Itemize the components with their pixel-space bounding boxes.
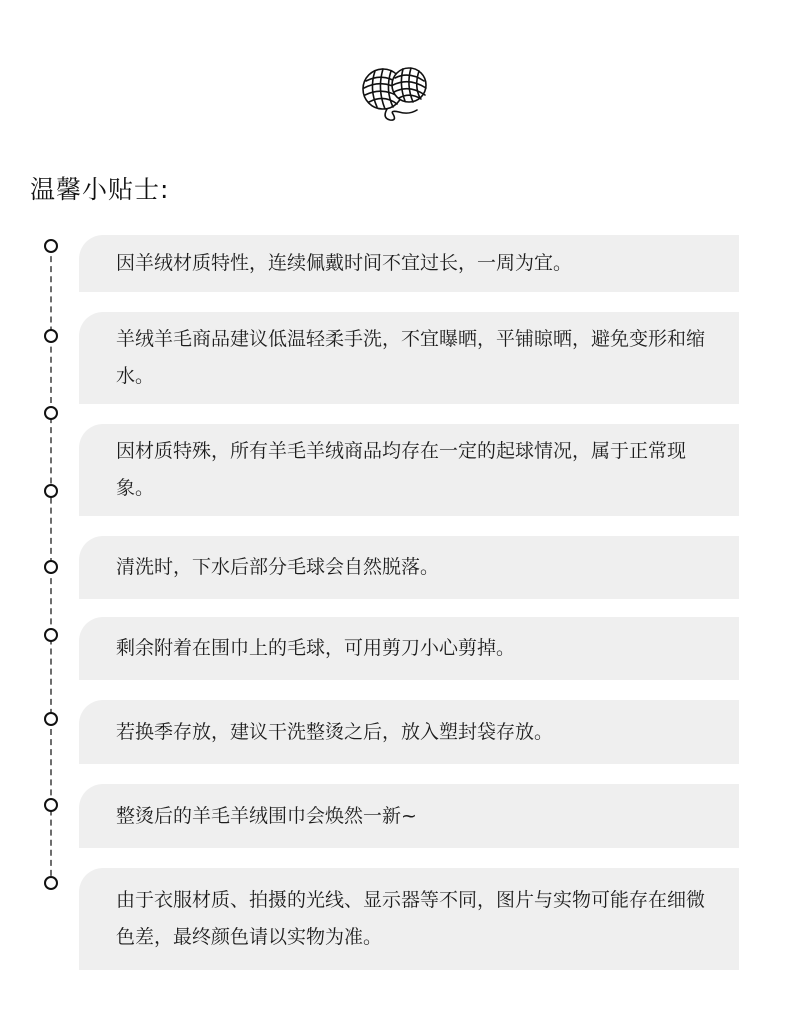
timeline-dot	[44, 329, 58, 343]
tip-card	[79, 536, 739, 599]
tip-text: 因羊绒材质特性，连续佩戴时间不宜过长，一周为宜。	[116, 252, 573, 274]
yarn-ball-icon	[357, 62, 433, 124]
timeline-dot	[44, 798, 58, 812]
timeline-dot	[44, 628, 58, 642]
tip-card	[79, 700, 739, 764]
tip-card	[79, 424, 739, 516]
tip-card	[79, 784, 739, 848]
timeline-dot	[44, 406, 58, 420]
timeline-dot	[44, 484, 58, 498]
timeline-dot	[44, 560, 58, 574]
tip-text: 整烫后的羊毛羊绒围巾会焕然一新~	[116, 804, 417, 827]
tip-text: 清洗时，下水后部分毛球会自然脱落。	[116, 556, 440, 578]
tip-text: 因材质特殊，所有羊毛羊绒商品均存在一定的起球情况，属于正常现象。	[116, 440, 687, 499]
tip-card	[79, 235, 739, 292]
page-title: 温馨小贴士:	[30, 175, 170, 204]
tip-card	[79, 868, 739, 970]
timeline-dot	[44, 876, 58, 890]
tip-card	[79, 312, 739, 404]
tip-text: 由于衣服材质、拍摄的光线、显示器等不同，图片与实物可能存在细微色差，最终颜色请以实物为准。	[116, 889, 706, 948]
tip-text: 若换季存放，建议干洗整烫之后，放入塑封袋存放。	[116, 720, 554, 743]
timeline-dot	[44, 239, 58, 253]
tip-text: 羊绒羊毛商品建议低温轻柔手洗，不宜曝晒，平铺晾晒，避免变形和缩水。	[116, 328, 706, 387]
tip-card	[79, 617, 739, 680]
timeline-dot	[44, 712, 58, 726]
tip-text: 剩余附着在围巾上的毛球，可用剪刀小心剪掉。	[116, 637, 516, 659]
